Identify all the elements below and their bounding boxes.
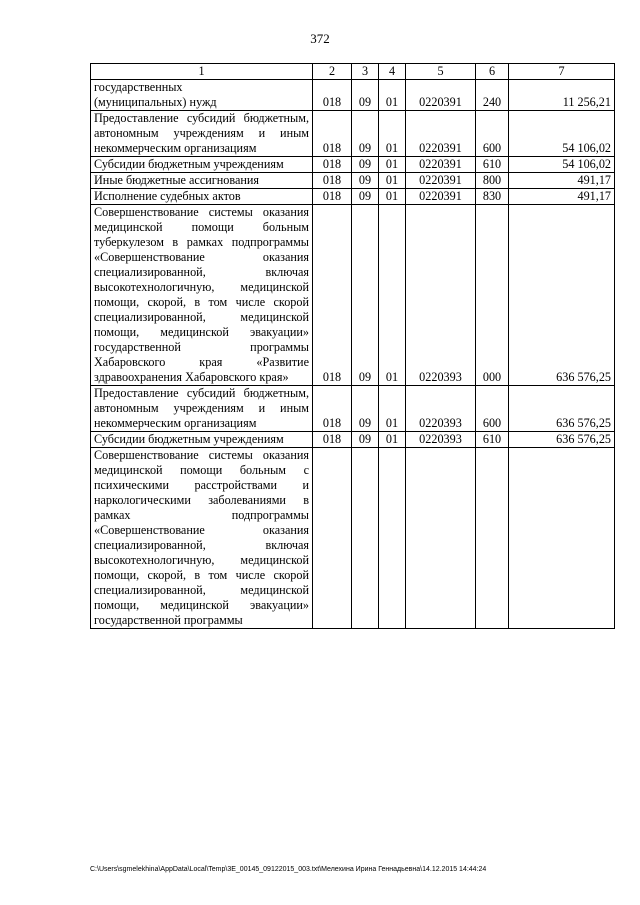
row-code-target: 0220393	[406, 432, 476, 448]
row-amount: 491,17	[509, 189, 615, 205]
row-name: Субсидии бюджетным учреждениям	[91, 432, 313, 448]
row-code-ministry: 018	[313, 80, 352, 111]
row-code-expense-type	[476, 448, 509, 629]
row-code-target: 0220391	[406, 173, 476, 189]
row-name: Предоставление субсидий бюджетным, автономным учреждениям и иным некоммерческим организациям	[91, 386, 313, 432]
row-code-subsection: 01	[379, 173, 406, 189]
row-code-target: 0220393	[406, 386, 476, 432]
header-col-1: 1	[91, 64, 313, 80]
row-amount: 491,17	[509, 173, 615, 189]
row-name: Субсидии бюджетным учреждениям	[91, 157, 313, 173]
row-code-subsection: 01	[379, 80, 406, 111]
table-row	[91, 111, 615, 157]
row-code-expense-type: 610	[476, 157, 509, 173]
row-amount: 636 576,25	[509, 386, 615, 432]
table-row	[91, 189, 615, 205]
table-row	[91, 157, 615, 173]
row-code-subsection: 01	[379, 386, 406, 432]
row-code-section: 09	[352, 173, 379, 189]
row-code-target: 0220391	[406, 111, 476, 157]
row-code-target: 0220393	[406, 205, 476, 386]
row-code-expense-type: 240	[476, 80, 509, 111]
row-code-target: 0220391	[406, 80, 476, 111]
row-code-subsection: 01	[379, 432, 406, 448]
row-amount: 636 576,25	[509, 205, 615, 386]
header-col-2: 2	[313, 64, 352, 80]
table-row	[91, 173, 615, 189]
row-code-expense-type: 610	[476, 432, 509, 448]
header-col-3: 3	[352, 64, 379, 80]
row-amount: 636 576,25	[509, 432, 615, 448]
row-amount: 11 256,21	[509, 80, 615, 111]
row-code-section: 09	[352, 432, 379, 448]
row-name: Иные бюджетные ассигнования	[91, 173, 313, 189]
budget-table	[90, 63, 615, 629]
file-path-footer: C:\Users\sgmelekhina\AppData\Local\Temp\3E_00145_09122015_003.txt\Мелехина Ирина Геннадьевна\14.12.2015 14:44:24	[90, 866, 487, 873]
header-col-7: 7	[509, 64, 615, 80]
row-name: Совершенствование системы оказания медицинской помощи больным туберкулезом в рамках подпрограммы «Совершенствование оказания специализированной, включая высокотехнологичную, медицинской помощи, скорой, в том числе скорой специализированной, медицинской помощи, медицинской эвакуации» государственной программы Хабаровского края «Развитие здравоохранения Хабаровского края»	[91, 205, 313, 386]
row-code-target: 0220391	[406, 157, 476, 173]
row-amount: 54 106,02	[509, 157, 615, 173]
row-code-ministry: 018	[313, 189, 352, 205]
row-code-ministry: 018	[313, 432, 352, 448]
row-name: Предоставление субсидий бюджетным, автономным учреждениям и иным некоммерческим организациям	[91, 111, 313, 157]
row-code-ministry	[313, 448, 352, 629]
row-code-section: 09	[352, 111, 379, 157]
table-row	[91, 80, 615, 111]
row-code-expense-type: 000	[476, 205, 509, 386]
header-col-4: 4	[379, 64, 406, 80]
row-code-target	[406, 448, 476, 629]
header-col-5: 5	[406, 64, 476, 80]
row-code-subsection: 01	[379, 205, 406, 386]
row-code-target: 0220391	[406, 189, 476, 205]
row-code-section: 09	[352, 386, 379, 432]
row-amount	[509, 448, 615, 629]
header-row	[91, 64, 615, 80]
row-code-subsection: 01	[379, 189, 406, 205]
row-code-ministry: 018	[313, 111, 352, 157]
row-code-ministry: 018	[313, 157, 352, 173]
row-name: государственных (муниципальных) нужд	[91, 80, 313, 111]
table-row	[91, 386, 615, 432]
table-row	[91, 448, 615, 629]
row-name: Совершенствование системы оказания медицинской помощи больным с психическими расстройствами и наркологическими заболеваниями в рамках подпрограммы «Совершенствование оказания специализированной, включая высокотехнологичную, медицинской помощи, скорой, в том числе скорой специализированной, медицинской помощи, медицинской эвакуации» государственной программы	[91, 448, 313, 629]
row-code-expense-type: 800	[476, 173, 509, 189]
row-name: Исполнение судебных актов	[91, 189, 313, 205]
row-code-section: 09	[352, 80, 379, 111]
header-col-6: 6	[476, 64, 509, 80]
row-code-subsection: 01	[379, 111, 406, 157]
row-code-ministry: 018	[313, 205, 352, 386]
row-code-expense-type: 600	[476, 386, 509, 432]
row-code-subsection	[379, 448, 406, 629]
row-code-expense-type: 830	[476, 189, 509, 205]
row-code-section	[352, 448, 379, 629]
table-row	[91, 205, 615, 386]
row-code-expense-type: 600	[476, 111, 509, 157]
page-number: 372	[310, 31, 330, 46]
row-amount: 54 106,02	[509, 111, 615, 157]
row-code-section: 09	[352, 157, 379, 173]
row-code-section: 09	[352, 189, 379, 205]
row-code-ministry: 018	[313, 173, 352, 189]
table-row	[91, 432, 615, 448]
row-code-ministry: 018	[313, 386, 352, 432]
row-code-subsection: 01	[379, 157, 406, 173]
row-code-section: 09	[352, 205, 379, 386]
